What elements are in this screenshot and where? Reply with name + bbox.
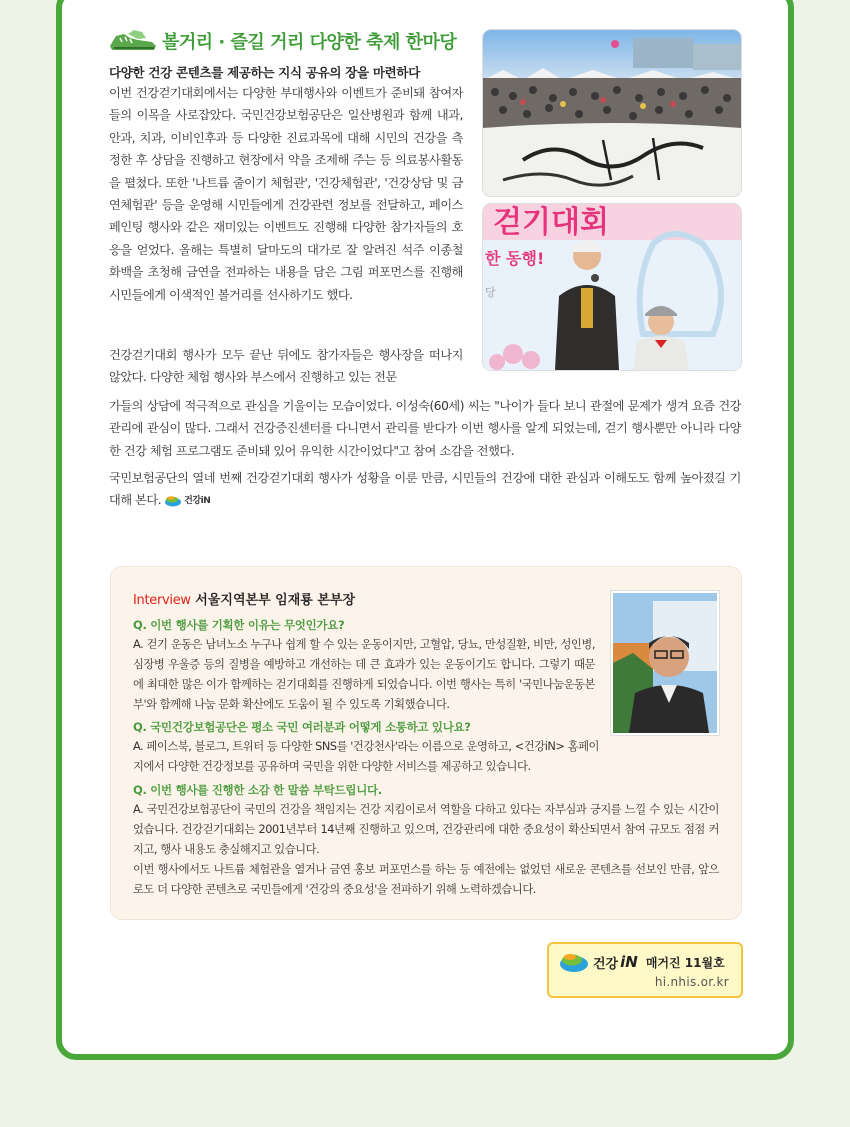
question-2: Q. 국민건강보험공단은 평소 국민 여러분과 어떻게 소통하고 있나요? [133, 720, 471, 734]
badge-brand-name: 건강 [593, 956, 619, 972]
article-paragraph-2-start: 건강걷기대회 행사가 모두 끝난 뒤에도 참가자들은 행사장을 떠나지 않았다. 다양한 체험 행사와 부스에서 진행하고 있는 전문 [109, 348, 463, 385]
article-paragraph-1: 이번 건강걷기대회에서는 다양한 부대행사와 이벤트가 준비돼 참여자들의 이목을 사로잡았다. 국민건강보험공단은 일산병원과 함께 내과, 안과, 치과, 이비인후과 등 다양한 진료과목에 대해 시민의 건강을 측정한 후 상담을 진행하고 현장에서 약을 조제해 주는 등 의료봉사활동을 펼쳤다. 또한 '나트륨 줄이기 체험관', '건강체험관', '건강상담 및 금연체험관' 등을 운영해 시민들에게 건강관련 정보를 전달하고, 페이스페인팅 행사와 같은 재미있는 이벤트도 진행해 다양한 참가자들의 호응을 얻었다. 올해는 특별히 달마도의 대가로 잘 알려진 석주 이종철 화백을 초청해 금연을 전파하는 내용을 담은 그림 퍼포먼스를 진행해 시민들에게 이색적인 볼거리를 선사하기도 했다. [109, 86, 463, 302]
festival-crowd-photo [483, 30, 741, 196]
question-3: Q. 이번 행사를 진행한 소감 한 말씀 부탁드립니다. [133, 783, 382, 797]
article-endmark-label: 건강iN [184, 495, 211, 506]
answer-3-continued: 이번 행사에서도 나트륨 체험관을 열거나 금연 홍보 퍼포먼스를 하는 등 예전에는 없었던 새로운 콘텐츠를 선보인 만큼, 앞으로도 더 다양한 콘텐츠로 국민들에게 '건강의 중요성'을 전파하기 위해 노력하겠습니다. [133, 863, 719, 896]
question-1: Q. 이번 행사를 기획한 이유는 무엇인가요? [133, 618, 345, 632]
health-in-logo-icon [559, 951, 589, 973]
sneaker-icon [108, 28, 158, 54]
badge-website-url: hi.nhis.or.kr [654, 975, 729, 989]
banner-small-text: 한 동행! [485, 249, 545, 268]
article-paragraph-2-end: 가들의 상담에 적극적으로 관심을 기울이는 모습이었다. 이성숙(60세) 씨는 "나이가 들다 보니 관절에 문제가 생겨 요즘 건강관리에 관심이 많다. 그래서 건강증진센터를 다니면서 관리를 받다가 이번 행사를 알게 되었는데, 걷기 행사뿐만 아니라 다양한 건강 체험 프로그램도 준비돼 있어 유익한 시간이었다"고 참여 소감을 전했다. [109, 399, 741, 458]
interview-box [110, 566, 742, 920]
health-in-logo-icon [164, 495, 182, 507]
magazine-badge [547, 942, 743, 998]
article-endmark [164, 490, 210, 512]
article-paragraph-3-text: 국민보험공단의 열네 번째 건강걷기대회 행사가 성황을 이룬 만큼, 시민들의 건강에 대한 관심과 이해도도 함께 높아졌길 기대해 본다. [109, 471, 741, 508]
answer-1: A. 걷기 운동은 남녀노소 누구나 쉽게 할 수 있는 운동이지만, 고혈압, 당뇨, 만성질환, 비만, 성인병, 심장병 우울증 등의 질병을 예방하고 개선하는 데 큰 효과가 있는 운동이기도 합니다. 그렇기 때문에 최대한 많은 이가 함께하는 걷기대회를 진행하게 되었습니다. 이번 행사는 특히 '국민나눔운동본부'와 함께해 나눔 문화 확산에도 도움이 될 수 있도록 기획했습니다. [133, 638, 595, 711]
section-title [108, 28, 456, 54]
answer-3: A. 국민건강보험공단이 국민의 건강을 책임지는 건강 지킴이로서 역할을 다하고 있다는 자부심과 긍지를 느낄 수 있는 시간이었습니다. 건강걷기대회는 2001년부터 14년째 진행하고 있으며, 건강관리에 대한 중요성이 확산되면서 참여 규모도 점점 커지고, 행사 내용도 충실해지고 있습니다. [133, 803, 719, 856]
answer-2: A. 페이스북, 블로그, 트위터 등 다양한 SNS를 '건강천사'라는 이름으로 운영하고, <건강iN> 홈페이지에서 다양한 건강정보를 공유하며 국민을 위한 다양한 서비스를 제공하고 있습니다. [133, 740, 599, 773]
interview-label: Interview [133, 593, 191, 608]
banner-big-text: 걷기대회 [493, 205, 609, 240]
stage-hosts-photo [483, 204, 741, 370]
section-title-text: 볼거리 · 즐길 거리 다양한 축제 한마당 [162, 32, 457, 53]
article-paragraph-3 [109, 467, 741, 512]
interview-header [133, 589, 355, 608]
interviewee-name: 서울지역본부 임재룡 본부장 [195, 593, 356, 608]
interviewee-portrait-photo [611, 591, 719, 735]
article-subhead: 다양한 건강 콘텐츠를 제공하는 지식 공유의 장을 마련하다 [109, 65, 420, 80]
magazine-badge-row [559, 951, 725, 973]
badge-brand-in: iN [620, 953, 638, 971]
badge-issue-label: 매거진 11월호 [645, 955, 725, 970]
banner-side-text: 당 [485, 286, 496, 299]
